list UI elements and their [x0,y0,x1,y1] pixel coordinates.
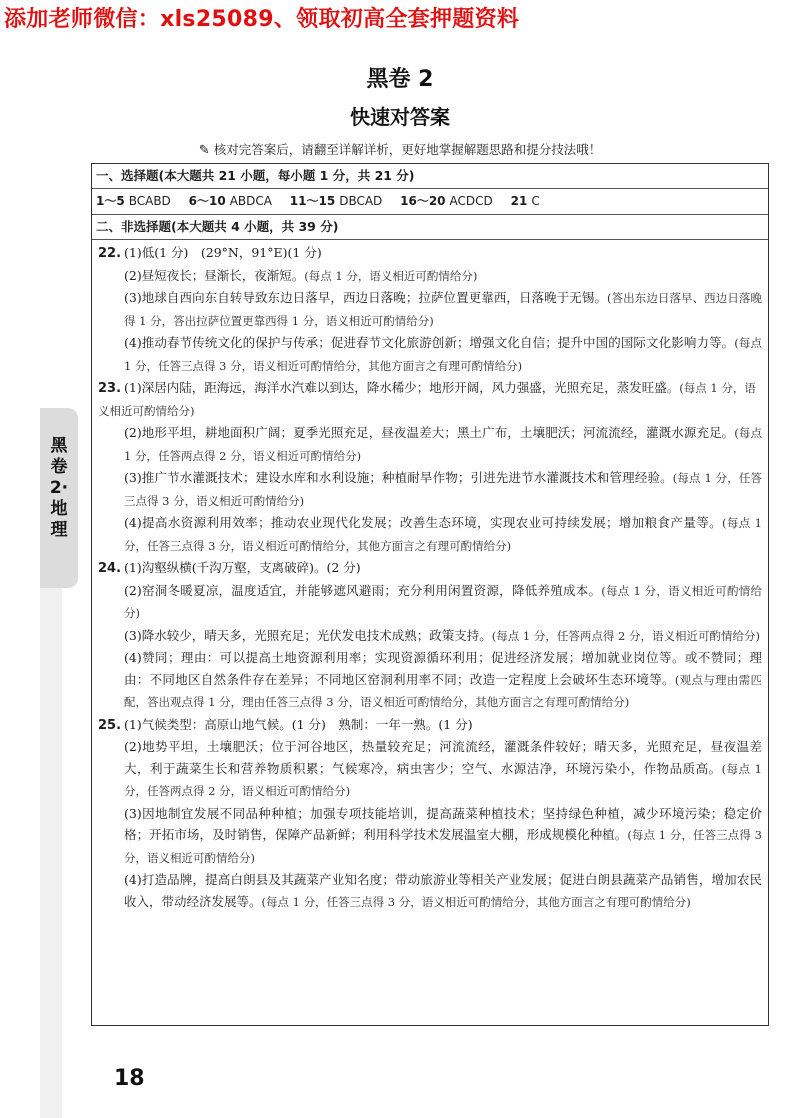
page-subtitle: 快速对答案 [350,105,450,129]
answer-part: (1)低(1 分) (29°N，91°E)(1 分) [124,245,322,260]
promo-banner: 添加老师微信：xls25089、领取初高全套押题资料 [0,0,444,42]
tip-text: 核对完答案后，请翻至详解详析，更好地掌握解题思路和提分技法哦！ [213,142,602,157]
question-25 [98,714,762,914]
side-strip [40,588,62,1118]
section2-content [92,240,768,913]
page-title: 黑卷 2 [366,67,434,92]
answer-part: (2)地形平坦，耕地面积广阔；夏季光照充足，昼夜温差大；黑土广布，土壤肥沃；河流流经，灌溉水源充足。(每点 1 分，任答两点得 2 分，语义相近可酌情给分) [124,425,762,463]
section1-header: 一、选择题(本大题共 21 小题，每小题 1 分，共 21 分) [92,164,768,189]
answer-group: 11～15 DBCAD [289,194,383,208]
answer-part: (4)赞同；理由：可以提高土地资源利用率；实现资源循环利用；促进经济发展；增加就业岗位等。或不赞同；理由：不同地区自然条件存在差异；不同地区窑洞利用率不同；改造一定程度上会破坏生态环境等。(观点与理由需匹配，答出观点得 1 分，理由任答三点得 3 分，语义相近可酌情给分，其他方面言之有理可酌情给分) [124,650,762,709]
side-tab [40,408,78,588]
question-number: 22. [98,246,122,261]
answer-group: 16～20 ACDCD [400,194,493,208]
answer-part: (3)降水较少，晴天多，光照充足；光伏发电技术成熟；政策支持。(每点 1 分，任答两点得 2 分，语义相近可酌情给分) [124,627,760,643]
question-22 [98,242,762,377]
page-number: 18 [114,1066,145,1091]
tip-line [0,140,800,158]
answer-part: (1)沟壑纵横(千沟万壑，支离破碎)。(2 分) [124,560,361,575]
choice-answers [92,189,768,215]
pen-icon: ✎ [198,143,210,158]
answer-part: (3)因地制宜发展不同品种种植；加强专项技能培训，提高蔬菜种植技术；坚持绿色种植，减少环境污染；稳定价格；开拓市场，及时销售，保障产品新鲜；利用科学技术发展温室大棚，形成规模化种植。(每点 1 分，任答三点得 3 分，语义相近可酌情给分) [124,805,762,865]
answer-part: (4)提高水资源利用效率；推动农业现代化发展；改善生态环境，实现农业可持续发展；增加粮食产量等。(每点 1 分，任答三点得 3 分，语义相近可酌情给分，其他方面言之有理可酌情给分) [124,515,762,553]
question-number: 25. [98,717,122,733]
side-tab-label: 黑卷2·地理 [49,436,69,540]
answer-group: 1～5 BCABD [96,194,171,208]
answer-part: (2)窑洞冬暖夏凉，温度适宜，并能够遮风避雨；充分利用闲置资源，降低养殖成本。(每点 1 分，语义相近可酌情给分) [124,582,762,620]
question-number: 23. [98,381,122,396]
answer-part: (4)推动春节传统文化的保护与传承；促进春节文化旅游创新；增强文化自信；提升中国的国际文化影响力等。(每点 1 分，任答三点得 3 分，语义相近可酌情给分，其他方面言之有理可酌情给分) [124,335,762,373]
answer-group: 21 C [510,194,540,208]
answer-group: 6～10 ABDCA [188,194,272,208]
question-23 [98,377,762,557]
question-24 [98,557,762,714]
answer-part: (3)地球自西向东自转导致东边日落早，西边日落晚；拉萨位置更靠西，日落晚于无锡。(答出东边日落早、西边日落晚得 1 分，答出拉萨位置更靠西得 1 分，语义相近可酌情给分) [124,290,762,328]
answer-part: (3)推广节水灌溉技术；建设水库和水利设施；种植耐旱作物；引进先进节水灌溉技术和管理经验。(每点 1 分，任答三点得 3 分，语义相近可酌情给分) [124,470,762,508]
answer-part: (1)深居内陆，距海远，海洋水汽难以到达，降水稀少；地形开阔，风力强盛，光照充足，蒸发旺盛。(每点 1 分，语义相近可酌情给分) [98,380,756,418]
answer-part: (1)气候类型：高原山地气候。(1 分) 熟制：一年一熟。(1 分) [124,716,473,732]
answer-part: (4)打造品牌，提高白朗县及其蔬菜产业知名度；带动旅游业等相关产业发展；促进白朗县蔬菜产品销售，增加农民收入，带动经济发展等。(每点 1 分，任答三点得 3 分，语义相近可酌情给分，其他方面言之有理可酌情给分) [124,872,762,909]
question-number: 24. [98,561,122,576]
answer-part: (2)昼短夜长；昼渐长，夜渐短。(每点 1 分，语义相近可酌情给分) [124,267,478,283]
answer-part: (2)地势平坦，土壤肥沃；位于河谷地区，热量较充足；河流流经，灌溉条件较好；晴天多，光照充足，昼夜温差大，利于蔬菜生长和营养物质积累；气候寒冷，病虫害少；空气、水源洁净，环境污染小，作物品质高。(每点 1 分，任答两点得 2 分，语义相近可酌情给分) [124,739,762,798]
section2-header: 二、非选择题(本大题共 4 小题，共 39 分) [92,215,768,240]
answer-box [91,163,769,1026]
